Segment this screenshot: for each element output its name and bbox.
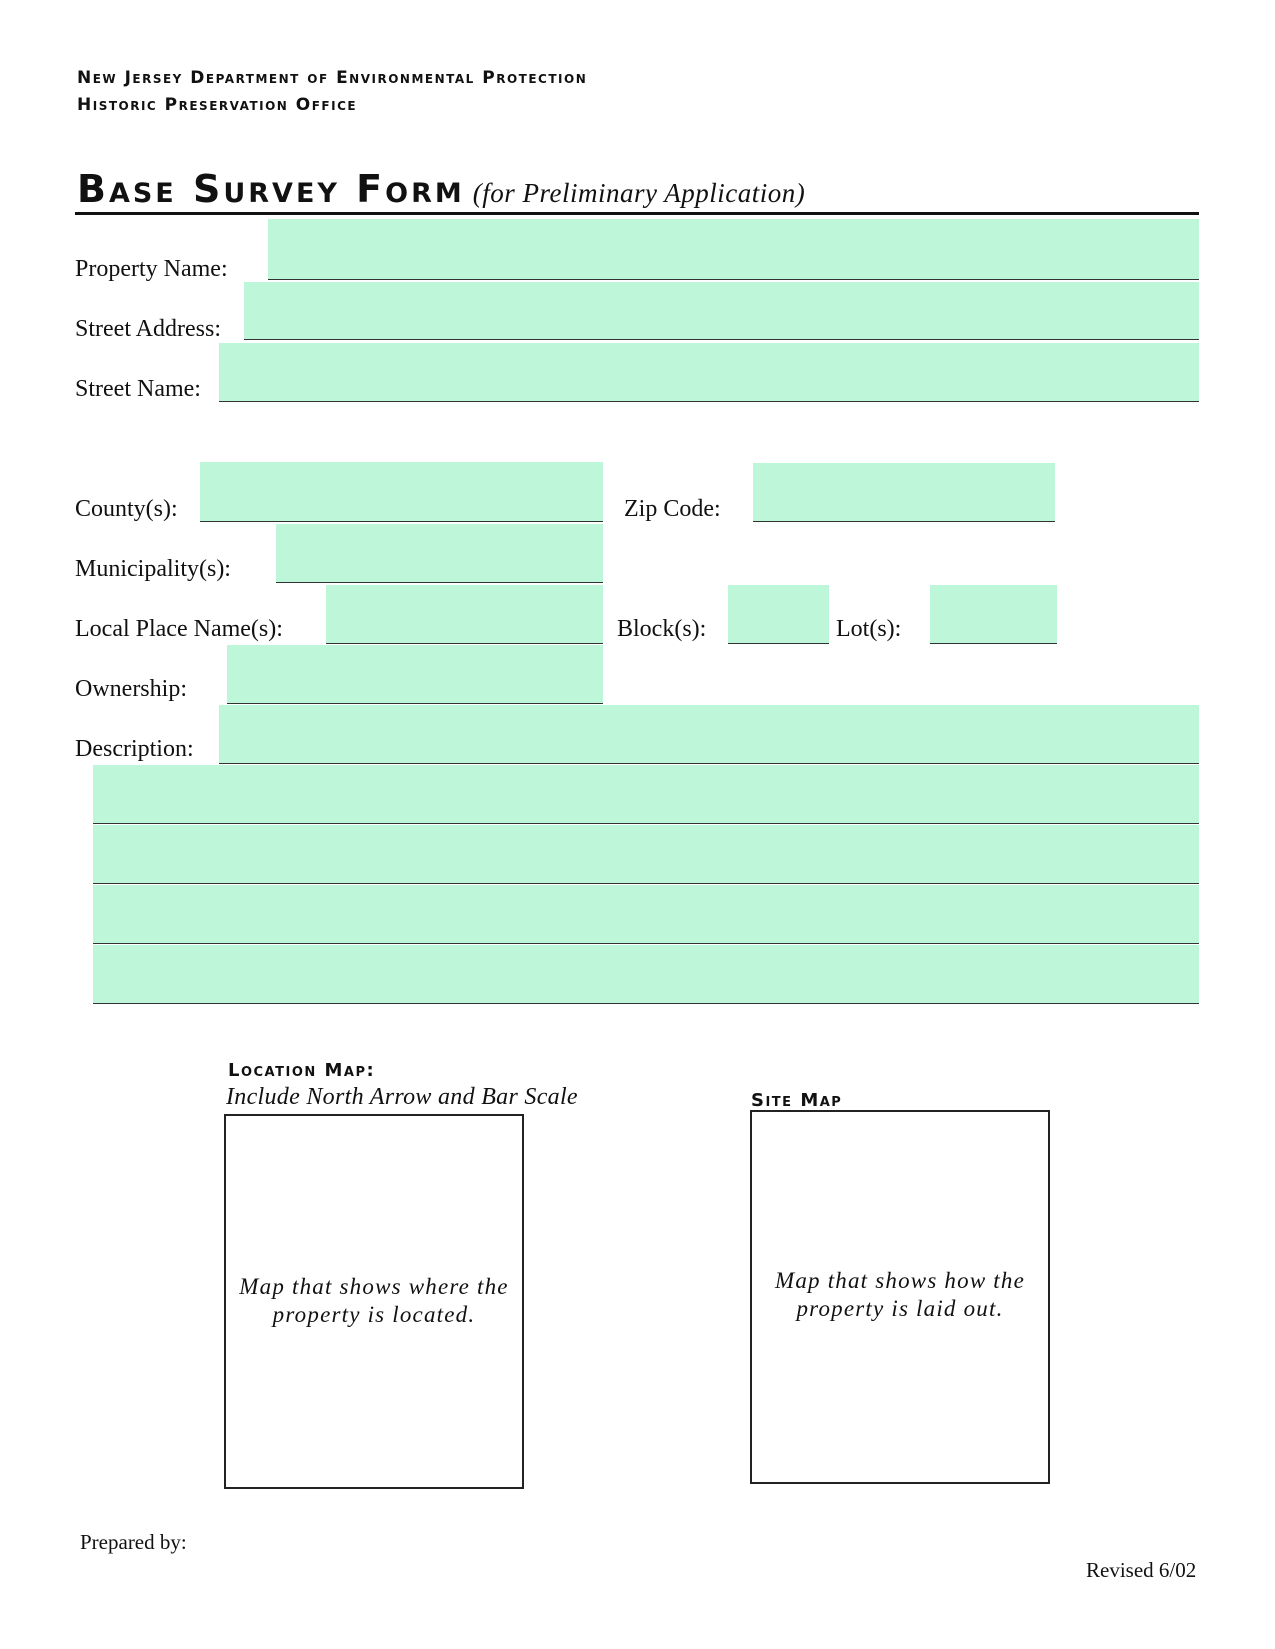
agency-name: New Jersey Department of Environmental Protection: [77, 68, 588, 88]
title-rule: [75, 212, 1199, 215]
street-name-label: Street Name:: [75, 376, 201, 402]
ownership-field[interactable]: [227, 645, 603, 704]
street-address-label: Street Address:: [75, 316, 221, 342]
block-label: Block(s):: [617, 616, 707, 642]
street-name-field[interactable]: [219, 343, 1199, 402]
description-line-3[interactable]: [93, 825, 1199, 884]
county-field[interactable]: [200, 462, 603, 522]
property-name-label: Property Name:: [75, 256, 228, 282]
local-place-name-label: Local Place Name(s):: [75, 616, 283, 642]
local-place-name-field[interactable]: [326, 585, 603, 644]
form-subtitle: (for Preliminary Application): [472, 178, 806, 208]
site-map-box[interactable]: [750, 1110, 1050, 1484]
county-label: County(s):: [75, 496, 178, 522]
site-map-heading: Site Map: [751, 1090, 843, 1111]
lot-field[interactable]: [930, 585, 1057, 644]
form-title-block: [77, 167, 805, 211]
municipality-field[interactable]: [276, 524, 603, 583]
location-map-heading: Location Map:: [228, 1060, 376, 1081]
description-label: Description:: [75, 736, 194, 762]
site-map-placeholder-line1: Map that shows how the: [774, 1268, 1026, 1293]
property-name-field[interactable]: [268, 219, 1199, 280]
site-map-placeholder-line2: property is laid out.: [796, 1296, 1004, 1321]
lot-label: Lot(s):: [836, 616, 902, 642]
zip-code-field[interactable]: [753, 463, 1055, 522]
street-address-field[interactable]: [244, 282, 1199, 340]
zip-code-label: Zip Code:: [624, 496, 721, 522]
office-name: Historic Preservation Office: [77, 95, 358, 115]
municipality-label: Municipality(s):: [75, 556, 231, 582]
location-map-placeholder-line1: Map that shows where the: [239, 1274, 509, 1299]
description-line-2[interactable]: [93, 765, 1199, 824]
prepared-by-label: Prepared by:: [80, 1530, 187, 1554]
description-line-1[interactable]: [219, 705, 1199, 764]
location-map-note: Include North Arrow and Bar Scale: [226, 1084, 578, 1110]
description-line-4[interactable]: [93, 885, 1199, 944]
location-map-placeholder-line2: property is located.: [272, 1302, 476, 1327]
revision-date: Revised 6/02: [1086, 1558, 1197, 1582]
ownership-label: Ownership:: [75, 676, 187, 702]
description-line-5[interactable]: [93, 945, 1199, 1004]
form-title: Base Survey Form: [77, 167, 465, 211]
location-map-box[interactable]: [224, 1114, 524, 1489]
block-field[interactable]: [728, 585, 829, 644]
